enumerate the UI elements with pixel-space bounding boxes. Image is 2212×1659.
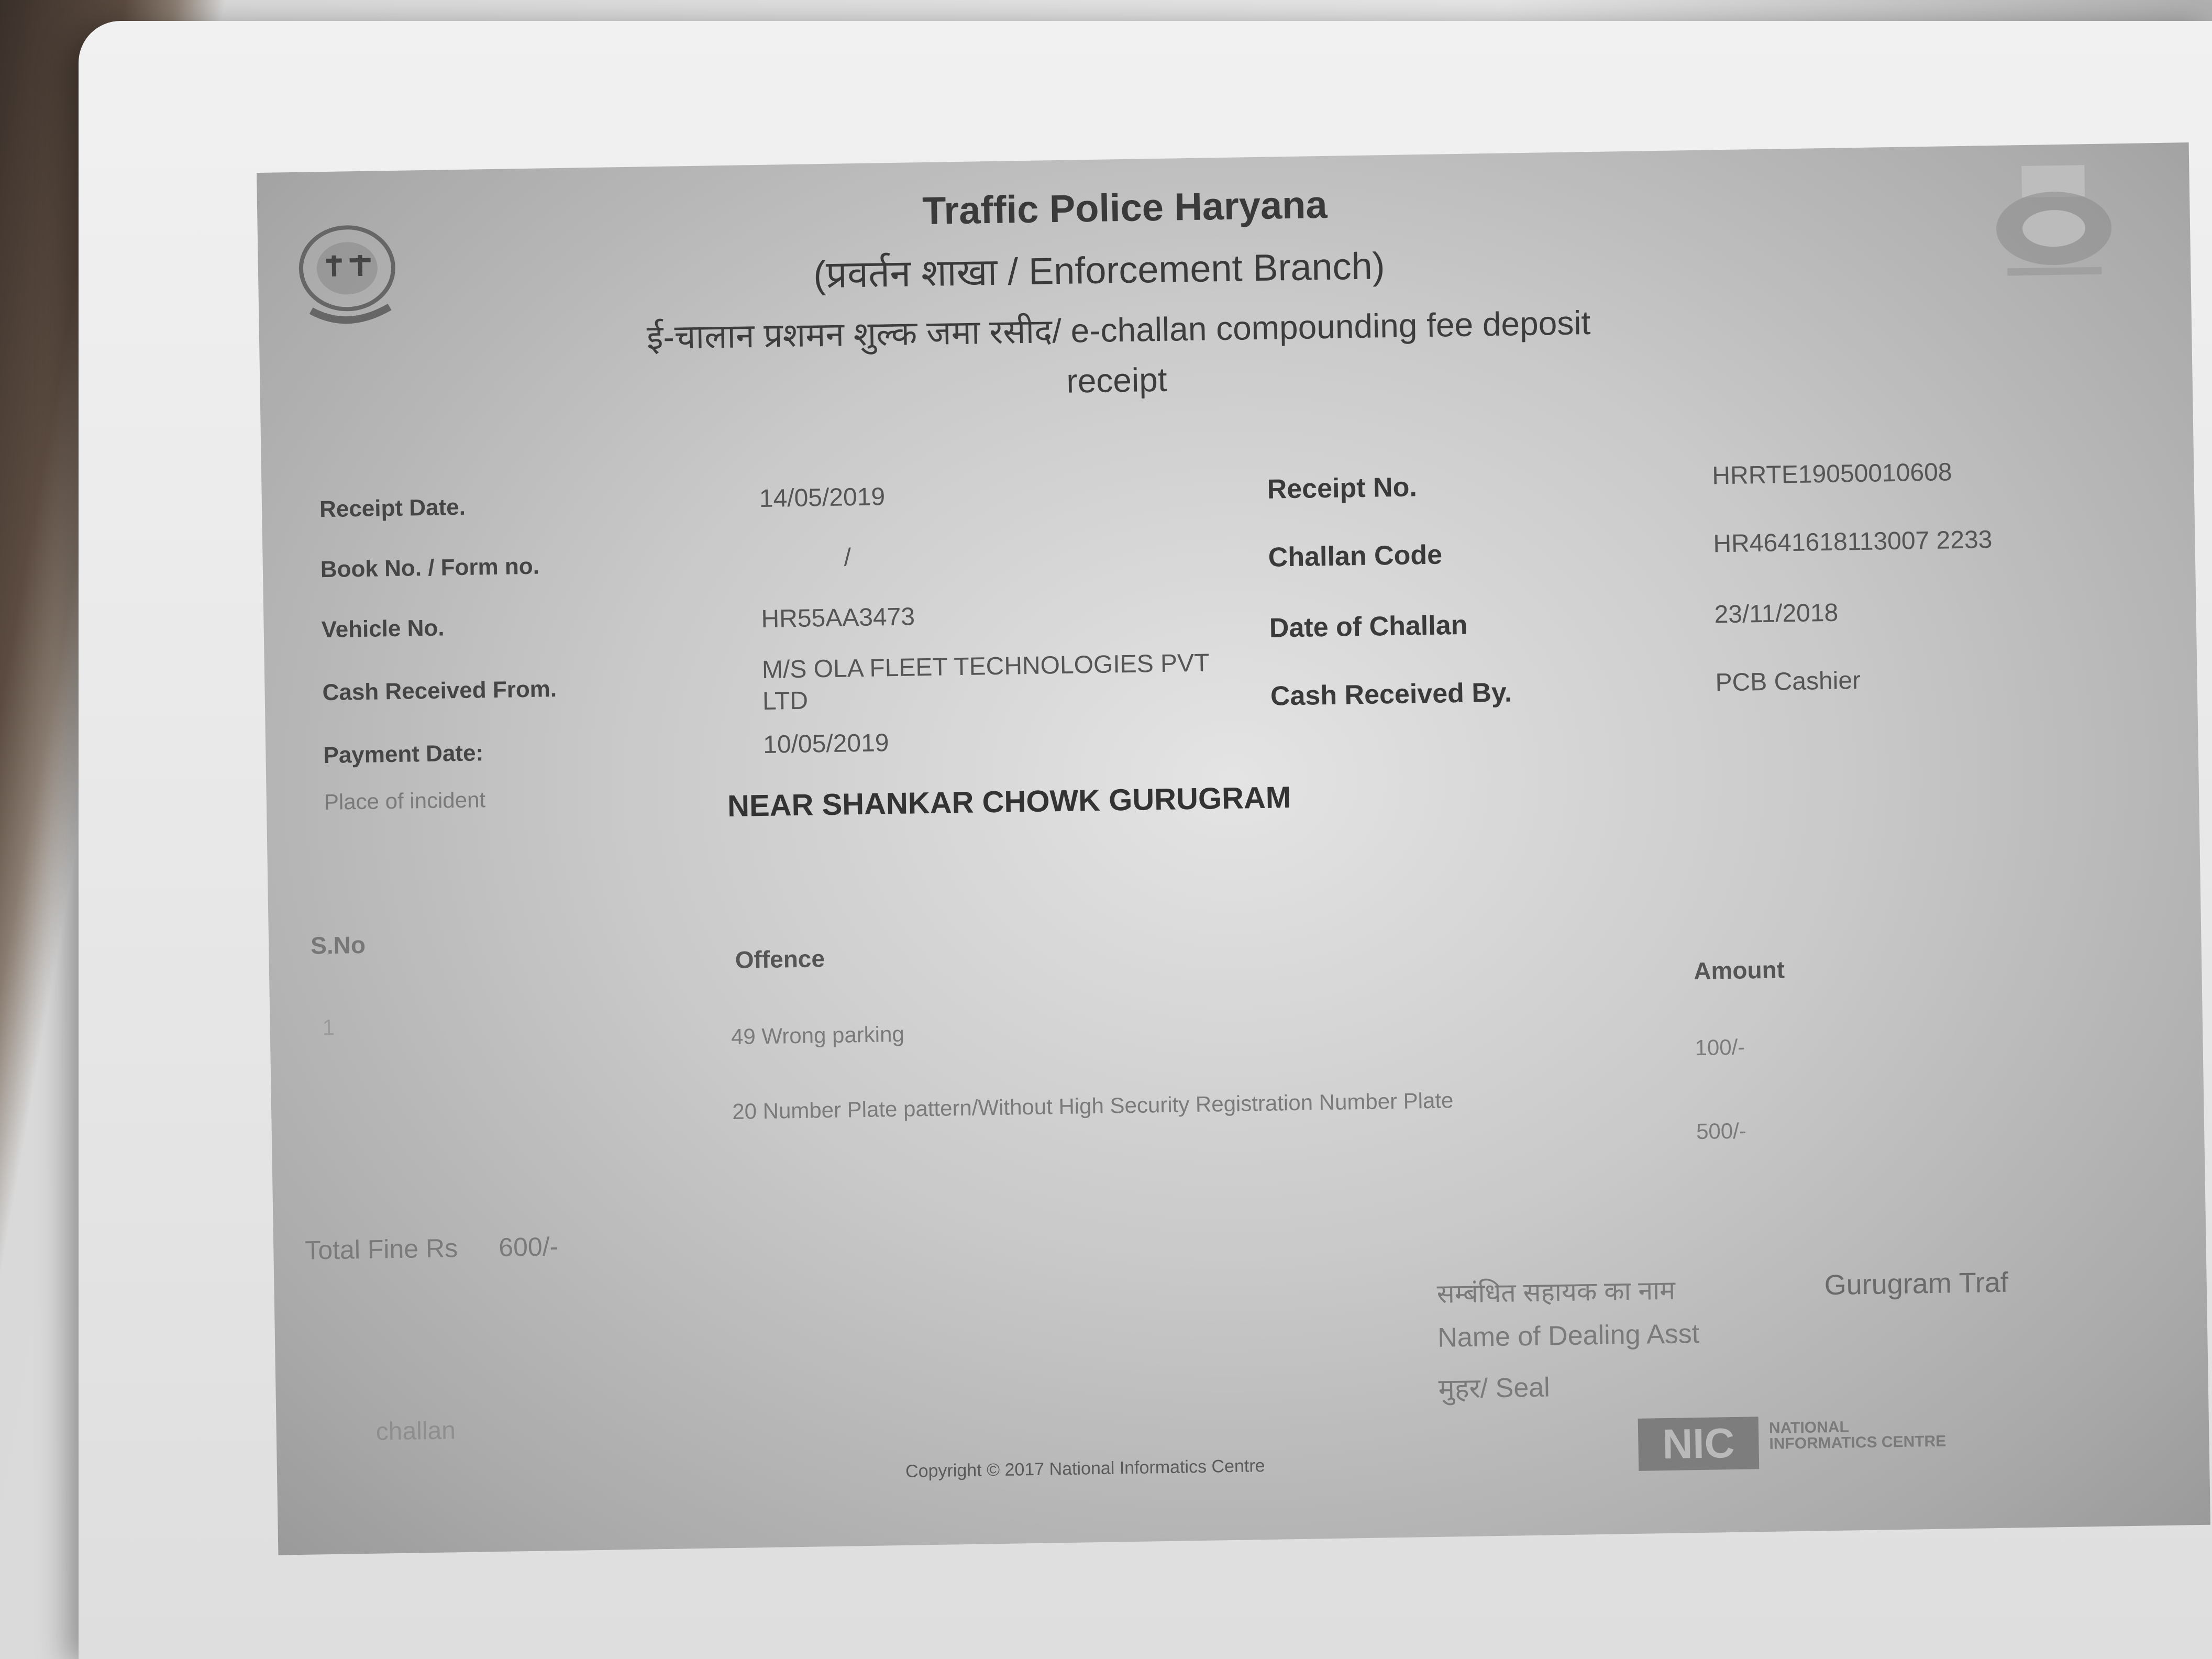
- row-amount: 100/-: [1695, 1034, 1745, 1060]
- branch-title: (प्रवर्तन शाखा / Enforcement Branch): [813, 245, 1386, 296]
- dealing-asst-hindi-label: सम्बंधित सहायक का नाम: [1436, 1275, 1676, 1309]
- cash-received-by-label: Cash Received By.: [1270, 677, 1512, 712]
- receipt-no-label: Receipt No.: [1267, 472, 1418, 505]
- amount-header: Amount: [1693, 956, 1785, 985]
- row-offence: 20 Number Plate pattern/Without High Security Registration Number Plate: [732, 1088, 1454, 1124]
- haryana-police-emblem-icon: [289, 217, 411, 335]
- copyright-text: Copyright © 2017 National Informatics Centre: [905, 1456, 1265, 1481]
- total-fine-value: 600/-: [498, 1232, 559, 1262]
- vehicle-no-label: Vehicle No.: [321, 615, 445, 643]
- place-of-incident-value: NEAR SHANKAR CHOWK GURUGRAM: [727, 780, 1291, 824]
- receipt-title-line2: receipt: [1066, 360, 1168, 400]
- book-no-label: Book No. / Form no.: [320, 553, 540, 583]
- date-of-challan-label: Date of Challan: [1269, 610, 1468, 644]
- receipt-date-label: Receipt Date.: [319, 494, 466, 523]
- nic-logo-icon: [1638, 1413, 1974, 1476]
- dealing-asst-english-label: Name of Dealing Asst: [1437, 1319, 1700, 1353]
- row-amount: 500/-: [1696, 1118, 1747, 1144]
- seal-label: मुहर/ Seal: [1438, 1372, 1551, 1404]
- cash-received-from-value: M/S OLA FLEET TECHNOLOGIES PVT LTD: [761, 649, 1209, 715]
- cash-received-by-value: PCB Cashier: [1715, 667, 1861, 697]
- row-sno: 1: [322, 1014, 335, 1040]
- receipt-document: [257, 142, 2210, 1555]
- state-emblem-icon: [1985, 159, 2123, 292]
- challan-code-label: Challan Code: [1268, 539, 1443, 573]
- row-offence: 49 Wrong parking: [731, 1021, 905, 1049]
- nic-logo-mark: NIC: [1638, 1417, 1760, 1471]
- nic-logo-name: NATIONAL INFORMATICS CENTRE: [1768, 1418, 1946, 1453]
- book-no-value: /: [844, 544, 851, 572]
- sno-header: S.No: [310, 931, 366, 959]
- receipt-date-value: 14/05/2019: [759, 483, 886, 513]
- challan-code-value: HR4641618113007 2233: [1713, 526, 1993, 558]
- page-title: Traffic Police Haryana: [922, 182, 1328, 233]
- payment-date-label: Payment Date:: [323, 740, 484, 769]
- payment-date-value: 10/05/2019: [762, 729, 889, 759]
- receipt-title-line1: ई-चालान प्रशमन शुल्क जमा रसीद/ e-challan compounding fee deposit: [646, 304, 1591, 357]
- place-of-incident-label: Place of incident: [324, 787, 486, 815]
- date-of-challan-value: 23/11/2018: [1714, 599, 1839, 629]
- vehicle-no-value: HR55AA3473: [761, 603, 915, 633]
- cash-received-from-label: Cash Received From.: [322, 676, 557, 706]
- receipt-no-value: HRRTE19050010608: [1712, 458, 1952, 490]
- total-fine-label: Total Fine Rs: [304, 1233, 458, 1265]
- offence-header: Offence: [735, 945, 825, 974]
- dealing-asst-name: Gurugram Traf: [1824, 1266, 2009, 1301]
- echallan-logo-text: challan: [375, 1417, 456, 1446]
